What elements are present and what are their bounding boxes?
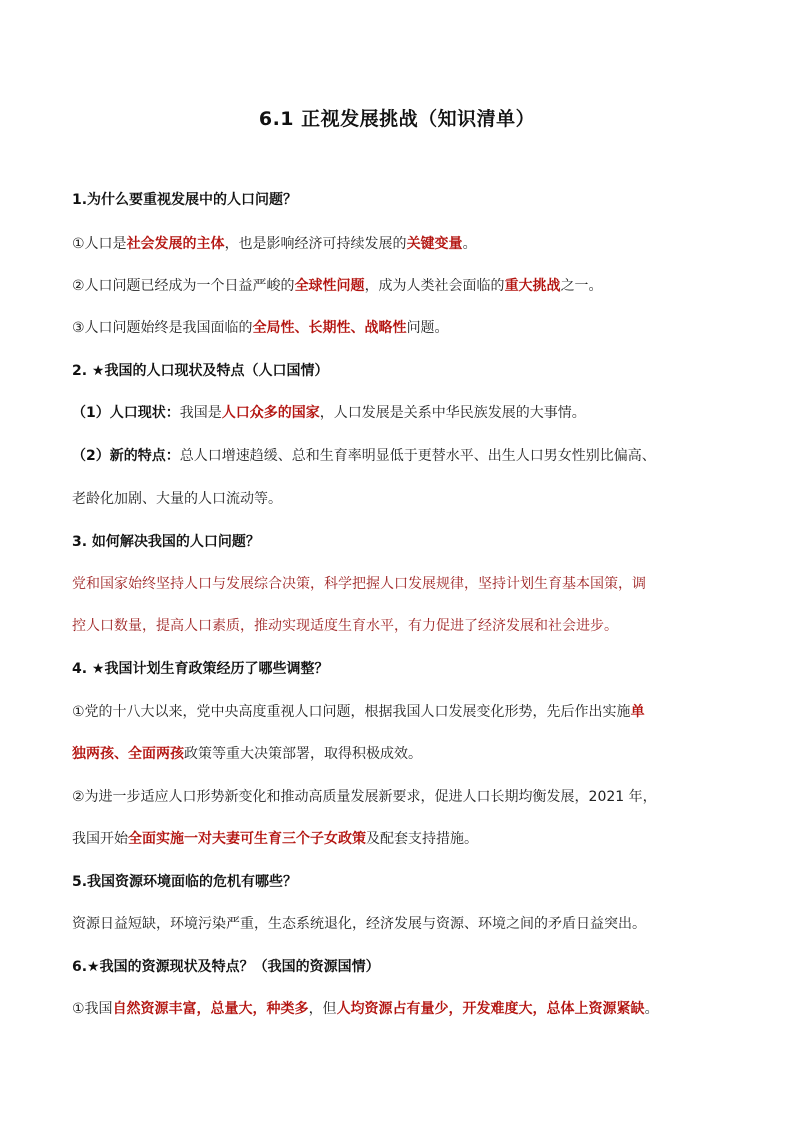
page-title: 6.1 正视发展挑战（知识清单） [258,108,536,130]
section-1-point-3: ③人口问题始终是我国面临的全局性、长期性、战略性问题。 [72,320,449,336]
section-6-point-1: ①我国自然资源丰富，总量大，种类多，但人均资源占有量少，开发难度大，总体上资源紧缺。 [72,1001,659,1017]
section-3-heading: 3. 如何解决我国的人口问题？ [72,534,260,550]
section-4-heading: 4. ★我国计划生育政策经历了哪些调整？ [72,661,329,677]
section-1-heading: 1.为什么要重视发展中的人口问题？ [72,192,298,208]
section-3-answer: 党和国家始终坚持人口与发展综合决策，科学把握人口发展规律，坚持计划生育基本国策，调 [72,576,646,592]
section-6-heading: 6.★我国的资源现状及特点？（我国的资源国情） [72,959,380,975]
section-1-point-1: ①人口是社会发展的主体，也是影响经济可持续发展的关键变量。 [72,236,477,252]
section-2-point-1: （1）人口现状：我国是人口众多的国家，人口发展是关系中华民族发展的大事情。 [72,405,586,421]
section-3-answer-cont: 控人口数量，提高人口素质，推动实现适度生育水平，有力促进了经济发展和社会进步。 [72,618,618,634]
section-4-point-2: ②为进一步适应人口形势新变化和推动高质量发展新要求，促进人口长期均衡发展，2021 年， [72,789,657,805]
section-5-heading: 5.我国资源环境面临的危机有哪些？ [72,874,298,890]
section-4-point-1: ①党的十八大以来，党中央高度重视人口问题，根据我国人口发展变化形势，先后作出实施单 [72,704,645,720]
section-1-point-2: ②人口问题已经成为一个日益严峻的全球性问题，成为人类社会面临的重大挑战之一。 [72,278,603,294]
section-4-point-2-cont: 我国开始全面实施一对夫妻可生育三个子女政策及配套支持措施。 [72,831,478,847]
section-2-point-2: （2）新的特点：总人口增速趋缓、总和生育率明显低于更替水平、出生人口男女性别比偏高、 [72,448,656,464]
section-2-point-2-cont: 老龄化加剧、大量的人口流动等。 [72,491,282,507]
section-4-point-1-cont: 独两孩、全面两孩政策等重大决策部署，取得积极成效。 [72,746,422,762]
section-5-answer: 资源日益短缺，环境污染严重，生态系统退化，经济发展与资源、环境之间的矛盾日益突出。 [72,916,646,932]
section-2-heading: 2. ★我国的人口现状及特点（人口国情） [72,363,329,379]
